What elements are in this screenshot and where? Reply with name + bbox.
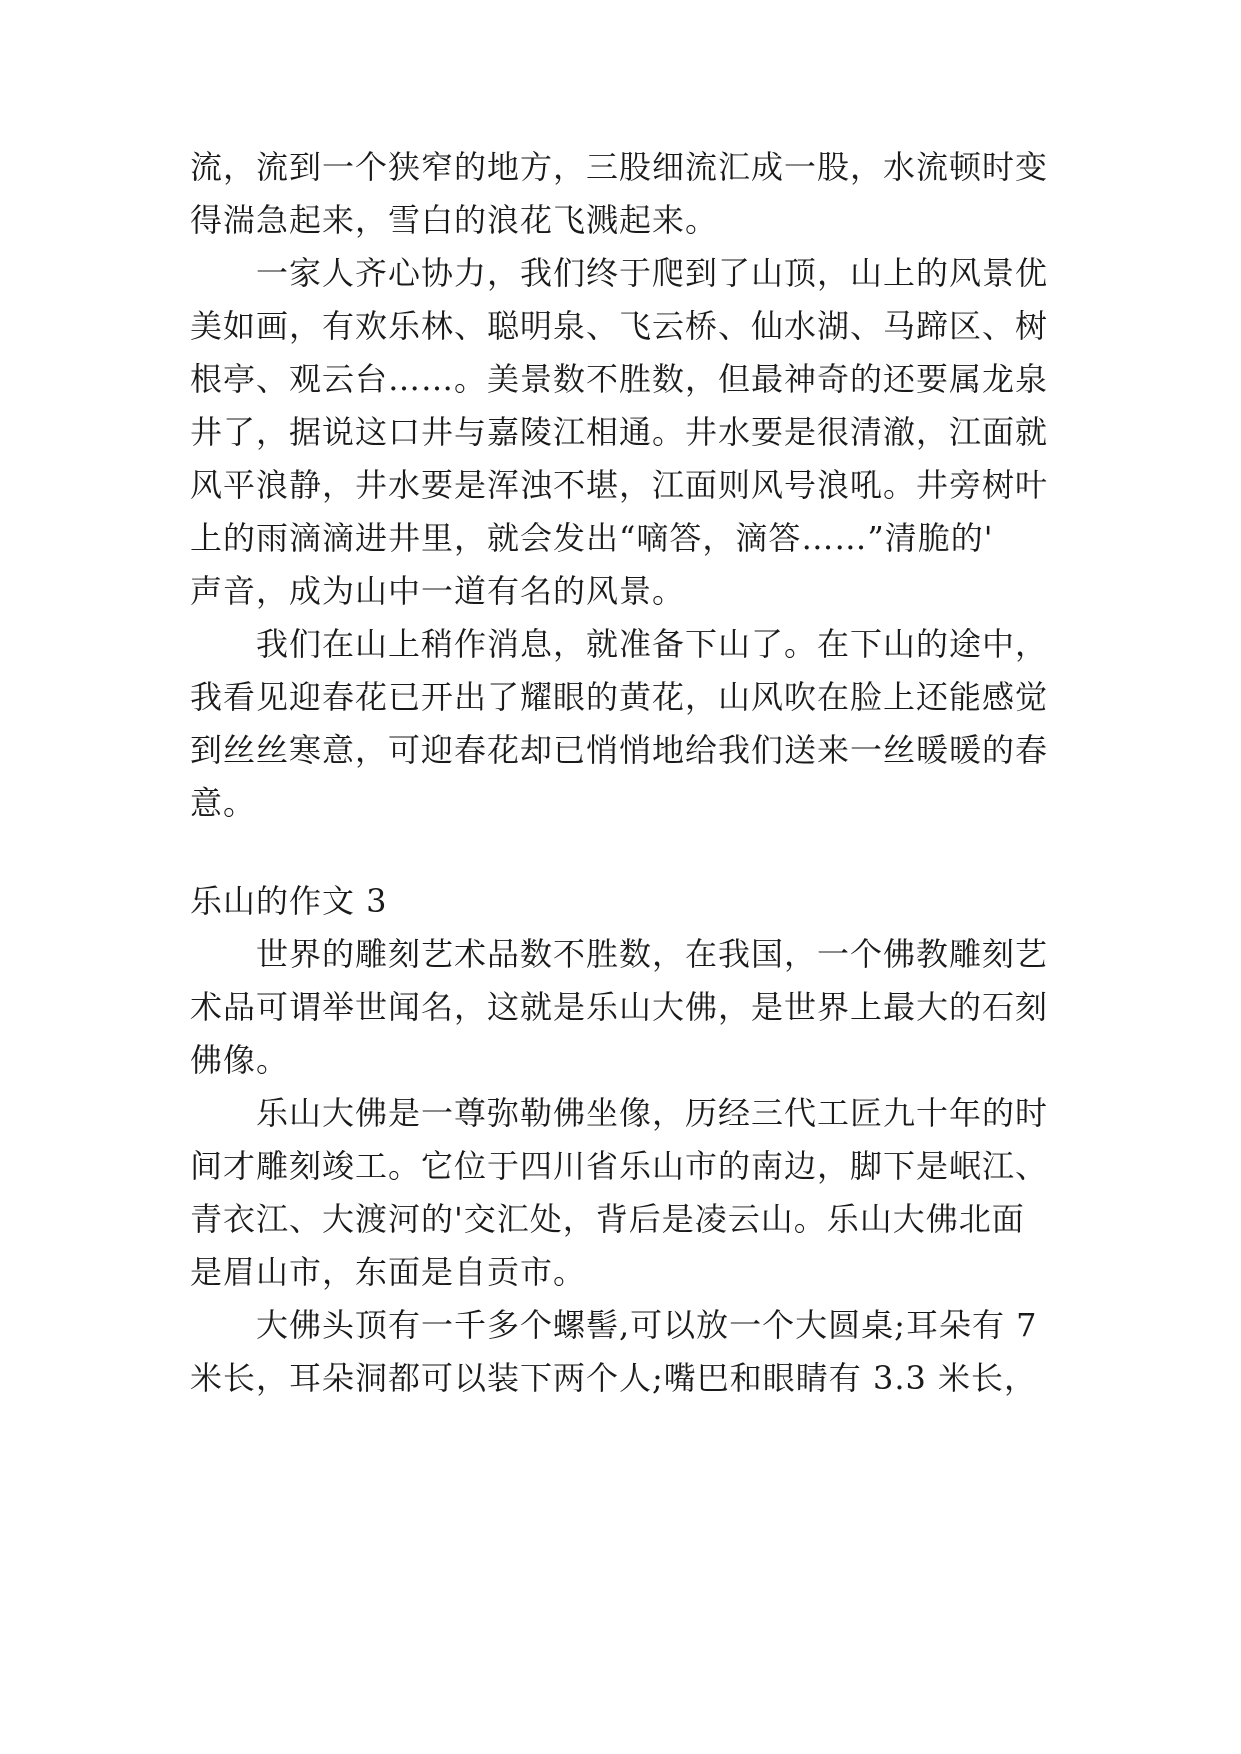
- text-line: 根亭、观云台……。美景数不胜数，但最神奇的还要属龙泉: [190, 360, 1049, 398]
- text-line: 美如画，有欢乐林、聪明泉、飞云桥、仙水湖、马蹄区、树: [190, 307, 1049, 345]
- text-line: 佛像。: [190, 1041, 290, 1079]
- text-line: 我看见迎春花已开出了耀眼的黄花，山风吹在脸上还能感觉: [190, 678, 1049, 716]
- text-line: 乐山大佛是一尊弥勒佛坐像，历经三代工匠九十年的时: [190, 1094, 1049, 1132]
- section-heading: 乐山的作文 3: [190, 882, 388, 920]
- text-line: 意。: [190, 784, 257, 822]
- text-line: 得湍急起来，雪白的浪花飞溅起来。: [190, 201, 719, 239]
- text-line: 是眉山市，东面是自贡市。: [190, 1253, 587, 1291]
- text-line: 间才雕刻竣工。它位于四川省乐山市的南边，脚下是岷江、: [190, 1147, 1049, 1185]
- text-line: 世界的雕刻艺术品数不胜数，在我国，一个佛教雕刻艺: [190, 935, 1049, 973]
- text-line: 井了，据说这口井与嘉陵江相通。井水要是很清澈，江面就: [190, 413, 1049, 451]
- text-line: 声音，成为山中一道有名的风景。: [190, 572, 686, 610]
- text-line: 流，流到一个狭窄的地方，三股细流汇成一股，水流顿时变: [190, 148, 1049, 186]
- text-line: 上的雨滴滴进井里，就会发出“嘀答，滴答……”清脆的': [190, 519, 994, 557]
- text-line: 青衣江、大渡河的'交汇处，背后是凌云山。乐山大佛北面: [190, 1200, 1025, 1238]
- text-line: 米长，耳朵洞都可以装下两个人;嘴巴和眼睛有 3.3 米长，: [190, 1359, 1038, 1397]
- text-line: 术品可谓举世闻名，这就是乐山大佛，是世界上最大的石刻: [190, 988, 1049, 1026]
- text-line: 一家人齐心协力，我们终于爬到了山顶，山上的风景优: [190, 254, 1049, 292]
- text-line: 大佛头顶有一千多个螺髻,可以放一个大圆桌;耳朵有 7: [190, 1306, 1038, 1344]
- text-line: 风平浪静，井水要是浑浊不堪，江面则风号浪吼。井旁树叶: [190, 466, 1049, 504]
- text-line: 到丝丝寒意，可迎春花却已悄悄地给我们送来一丝暖暖的春: [190, 731, 1049, 769]
- text-line: 我们在山上稍作消息，就准备下山了。在下山的途中，: [190, 625, 1049, 663]
